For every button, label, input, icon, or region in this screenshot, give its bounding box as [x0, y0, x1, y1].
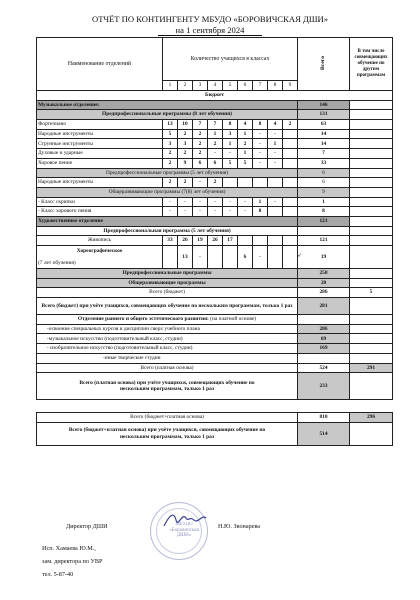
col-header-total: Всего	[298, 38, 350, 91]
grand-all-extra: 296	[350, 413, 393, 423]
preprof8-total: 131	[298, 110, 350, 120]
paid-all-extra: 291	[350, 363, 393, 373]
signature-icon	[160, 508, 210, 534]
table-row: Фортепиано 13 10 7 7 8 4 8 4 2 63	[37, 120, 393, 130]
table-row: - Класс хорового пения - - - - - - 8 8	[37, 207, 393, 217]
executor-position: зам. директора по УВР	[42, 558, 103, 565]
general-label: Общеразвивающие программы (7(8) лет обучения)	[37, 187, 298, 197]
director-title: Директор ДШИ	[66, 523, 108, 530]
preprof-total-value: 258	[298, 269, 350, 279]
col-header-name: Наименование отделений	[37, 38, 163, 91]
table-row: -освоение специальных курсов и дисциплин сверх учебного плана 286	[37, 324, 393, 334]
arrow-mark-icon: ➶	[297, 253, 303, 259]
budget-unique-total: 281	[298, 298, 350, 315]
table-row: - Класс скрипки - - - - - - 1 - 1	[37, 197, 393, 207]
art-dept-total: 121	[298, 216, 350, 226]
music-dept-label: Музыкальное отделение:	[37, 100, 298, 110]
class-num: 3	[193, 80, 208, 90]
table-row: Живопись 33 26 19 26 17 121	[37, 236, 393, 246]
col-header-extra: В том числе совмещающих обучение по другим программам	[350, 38, 393, 91]
preprof5b-label: Предпрофессиональная программа (5 лет обучения)	[37, 226, 298, 236]
executor-name: Исп. Хамаева Ю.М.,	[42, 545, 96, 552]
paid-all-label: Всего (платная основа)	[37, 363, 298, 373]
grand-all-total: 810	[298, 413, 350, 423]
preprof5-label: Предпрофессиональные программы (5 лет обучения)	[37, 168, 298, 178]
general-total: 9	[298, 187, 350, 197]
executor-phone: тел. 5-87-40	[42, 571, 74, 578]
table-row: Народные инструменты 2 2 - 2 6	[37, 178, 393, 188]
instruments8-rows	[37, 120, 393, 168]
class-num: 4	[208, 80, 223, 90]
preprof5-total: 6	[298, 168, 350, 178]
class-num: 2	[178, 80, 193, 90]
preprof-total-label: Предпрофессиональные программы	[37, 269, 298, 279]
music-dept-total: 146	[298, 100, 350, 110]
paid-unique-label: Всего (платная основа) при учёте учащихся, совмещающих обучение по нескольким программам, только 1 раз	[37, 373, 298, 400]
contingent-table	[36, 37, 393, 446]
director-name: Н.Ю. Звонарева	[218, 523, 261, 530]
table-row: Хореографическое (7 лет обучения) 13 - 6 - 19	[37, 246, 393, 269]
table-row: Духовые и ударные 2 2 2 - - 1 - - 7	[37, 149, 393, 159]
grand-unique-label: Всего (бюджет+платная основа) при учёте учащихся, совмещающих обучение по нескольким программам, только 1 раз	[37, 422, 298, 445]
budget-header: Бюджет	[37, 91, 393, 101]
table-row: -иные творческие студии	[37, 353, 393, 363]
table-row: Народные инструменты 5 2 2 1 3 1 - - 14	[37, 129, 393, 139]
class-num: 6	[238, 80, 253, 90]
paid-unique-total: 233	[298, 373, 350, 400]
class-num: 7	[253, 80, 268, 90]
budget-all-extra: 5	[350, 288, 393, 298]
stamp-text: МБУДО «Боровичская ДШИ»	[169, 522, 199, 538]
budget-all-label: Всего (бюджет)	[37, 288, 298, 298]
class-num: 1	[163, 80, 178, 90]
table-row: Хоровое пение 2 9 6 6 5 5 - - 33	[37, 158, 393, 168]
preprof8-label: Предпрофессиональные программы (8 лет обучения)	[37, 110, 298, 120]
paid-all-total: 524	[298, 363, 350, 373]
col-header-count: Количество учащихся в классах	[163, 38, 298, 81]
paid-header: Отделение раннего и общего эстетического развития: (на платной основе)	[37, 315, 298, 325]
report-title: ОТЧЁТ ПО КОНТИНГЕНТУ МБУДО «БОРОВИЧСКАЯ ДШИ»	[91, 14, 329, 24]
general-total-label: Общеразвивающие программы	[37, 278, 298, 288]
report-date: на 1 сентября 2024	[0, 25, 420, 35]
grand-all-label: Всего (бюджет+платная основа)	[37, 413, 298, 423]
grand-unique-total: 514	[298, 422, 350, 445]
table-row: - изобразительное искусство (подготовительный класс, студии) 169	[37, 344, 393, 354]
class-num: 5	[223, 80, 238, 90]
table-row: Струнные инструменты 3 3 2 2 1 2 - 1 14	[37, 139, 393, 149]
general-total-value: 28	[298, 278, 350, 288]
class-num: 9	[283, 80, 298, 90]
table-row: -музыкальное искусство (подготовительный класс, студии) 69	[37, 334, 393, 344]
class-num: 8	[268, 80, 283, 90]
budget-all-total: 286	[298, 288, 350, 298]
budget-unique-label: Всего (бюджет) при учёте учащихся, совмещающих обучение по нескольким программам, только 1 раз	[37, 298, 298, 315]
art-dept-label: Художественное отделение	[37, 216, 298, 226]
